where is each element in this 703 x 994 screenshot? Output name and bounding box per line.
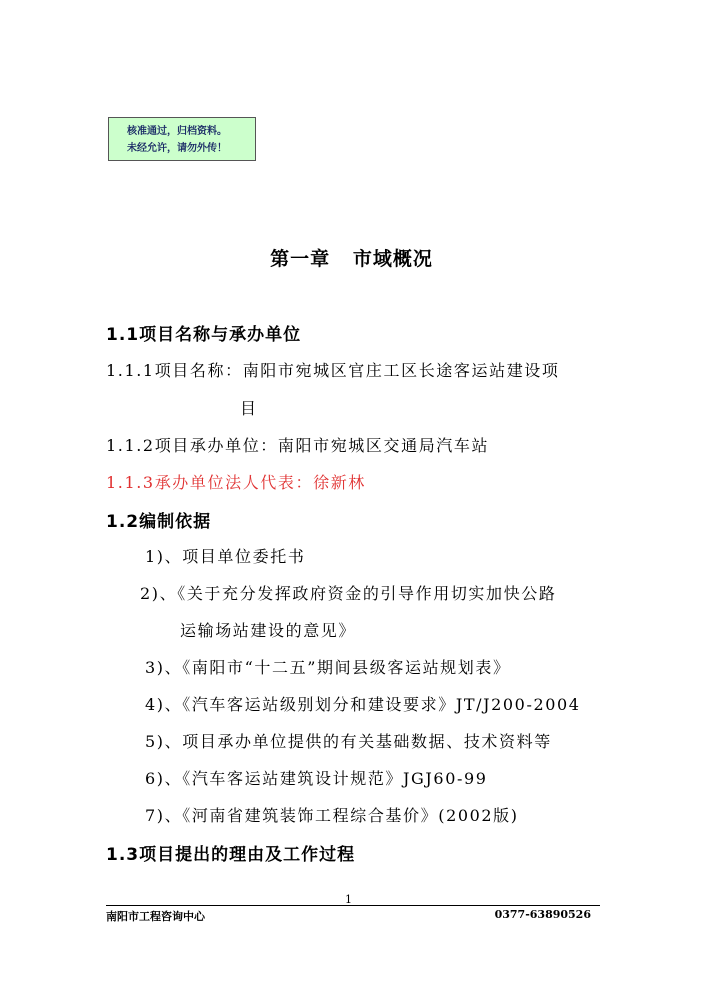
- basis-item-6: 6)、《汽车客运站建筑设计规范》JGJ60-99: [145, 769, 488, 788]
- section-1-3-heading: 1.3项目提出的理由及工作过程: [106, 845, 356, 865]
- basis-item-2: 2)、《关于充分发挥政府资金的引导作用切实加快公路: [140, 584, 557, 603]
- stamp-line-2: 未经允许，请勿外传！: [127, 143, 227, 154]
- section-1-1-heading: 1.1项目名称与承办单位: [106, 325, 302, 345]
- approval-stamp: [108, 117, 256, 161]
- section-1-2-heading: 1.2编制依据: [106, 512, 212, 532]
- footer-divider: [106, 905, 600, 906]
- basis-item-7: 7)、《河南省建筑装饰工程综合基价》(2002版): [145, 806, 519, 825]
- footer-organization: 南阳市工程咨询中心: [106, 910, 205, 923]
- chapter-title: 第一章 市域概况: [270, 248, 433, 270]
- basis-item-3: 3)、《南阳市“十二五”期间县级客运站规划表》: [145, 658, 511, 677]
- basis-item-4: 4)、《汽车客运站级别划分和建设要求》JT/J200-2004: [145, 695, 581, 714]
- stamp-line-1: 核准通过，归档资料。: [127, 126, 227, 137]
- basis-item-1: 1)、项目单位委托书: [145, 547, 306, 566]
- project-organizer-item: 1.1.2项目承办单位：南阳市宛城区交通局汽车站: [106, 436, 490, 455]
- basis-item-2-continuation: 运输场站建设的意见》: [180, 621, 357, 640]
- footer-phone: 0377-63890526: [494, 908, 591, 921]
- basis-item-5: 5)、项目承办单位提供的有关基础数据、技术资料等: [145, 732, 552, 751]
- page-number: 1: [345, 893, 352, 906]
- legal-representative-item: 1.1.3承办单位法人代表：徐新林: [106, 473, 366, 492]
- project-name-continuation: 目: [240, 399, 258, 418]
- project-name-item: 1.1.1项目名称：南阳市宛城区官庄工区长途客运站建设项: [106, 361, 560, 380]
